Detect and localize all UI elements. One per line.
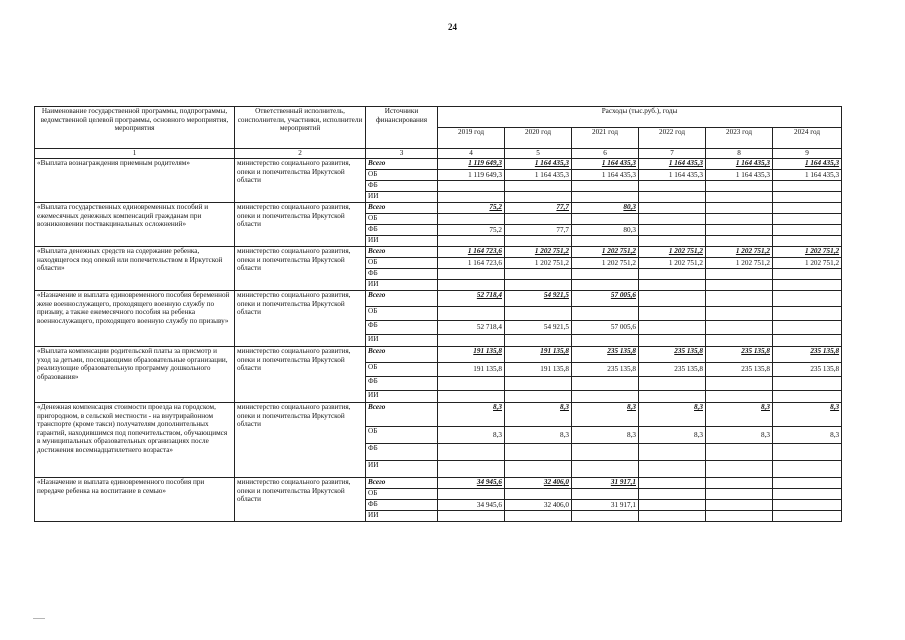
expense-value xyxy=(706,478,773,489)
expense-value xyxy=(572,280,639,291)
expense-value xyxy=(706,214,773,225)
header-year: 2022 год xyxy=(639,128,706,149)
executor-name: министерство социального развития, опеки и попечительства Иркутской области xyxy=(235,203,366,247)
expense-value: 1 164 723,6 xyxy=(438,258,505,269)
financing-source: ИИ xyxy=(366,192,438,203)
expense-value xyxy=(706,181,773,192)
expense-value xyxy=(773,236,842,247)
expense-value xyxy=(773,511,842,522)
financing-source: ОБ xyxy=(366,363,438,377)
expense-value xyxy=(639,335,706,347)
header-row xyxy=(35,107,842,128)
expense-value xyxy=(505,181,572,192)
expense-value: 235 135,8 xyxy=(572,363,639,377)
program-name: «Назначение и выплата единовременного пособия беременной жене военнослужащего, проходящего военную службу по призыву, а также ежемесячного пособия на ребенка военнослужащего, проходящего военную службу по призыву» xyxy=(35,291,235,347)
header-expenses: Расходы (тыс.руб.), годы xyxy=(438,107,842,128)
expense-value xyxy=(773,291,842,307)
expense-value xyxy=(706,511,773,522)
header-year: 2021 год xyxy=(572,128,639,149)
program-name: «Выплата компенсации родительской платы за присмотр и уход за детьми, посещающими образовательные организации, реализующие образовательную программу дошкольного образования» xyxy=(35,347,235,403)
program-name: «Выплата вознаграждения приемным родителям» xyxy=(35,159,235,203)
expense-value xyxy=(438,214,505,225)
expense-value: 191 135,8 xyxy=(505,347,572,363)
expense-value xyxy=(639,478,706,489)
financing-source: Всего xyxy=(366,478,438,489)
expense-value: 57 005,6 xyxy=(572,291,639,307)
table-row xyxy=(35,403,842,427)
expense-value: 8,3 xyxy=(773,427,842,444)
expense-value xyxy=(706,203,773,214)
expense-value xyxy=(438,377,505,391)
expense-value xyxy=(773,335,842,347)
executor-name: министерство социального развития, опеки и попечительства Иркутской области xyxy=(235,478,366,522)
expense-value: 1 202 751,2 xyxy=(505,247,572,258)
executor-name: министерство социального развития, опеки и попечительства Иркутской области xyxy=(235,347,366,403)
executor-name: министерство социального развития, опеки и попечительства Иркутской области xyxy=(235,291,366,347)
expense-value xyxy=(639,225,706,236)
financing-source: Всего xyxy=(366,291,438,307)
expense-value xyxy=(706,321,773,335)
expense-value: 8,3 xyxy=(639,403,706,427)
expense-value: 80,3 xyxy=(572,225,639,236)
expense-value xyxy=(706,489,773,500)
expense-value xyxy=(505,444,572,461)
expense-value: 1 202 751,2 xyxy=(773,258,842,269)
expense-value xyxy=(572,214,639,225)
expense-value: 235 135,8 xyxy=(706,363,773,377)
expense-value xyxy=(572,236,639,247)
expense-value: 8,3 xyxy=(706,403,773,427)
expense-value: 52 718,4 xyxy=(438,291,505,307)
header-executor: Ответственный исполнитель, соисполнители, участники, исполнители мероприятий xyxy=(235,107,366,149)
column-number: 2 xyxy=(235,149,366,159)
expense-value: 8,3 xyxy=(572,427,639,444)
scan-artifact xyxy=(33,618,45,619)
expense-value xyxy=(572,461,639,478)
expense-value xyxy=(773,203,842,214)
expense-value: 1 202 751,2 xyxy=(639,247,706,258)
header-year: 2019 год xyxy=(438,128,505,149)
column-number: 9 xyxy=(773,149,842,159)
financing-source: Всего xyxy=(366,247,438,258)
expense-value xyxy=(572,335,639,347)
expense-value xyxy=(505,335,572,347)
expense-value xyxy=(438,236,505,247)
header-program: Наименование государственной программы, подпрограммы, ведомственной целевой программы, основного мероприятия, мероприятия xyxy=(35,107,235,149)
expense-value xyxy=(572,391,639,403)
expense-value xyxy=(639,192,706,203)
expense-value xyxy=(706,335,773,347)
expense-value: 1 164 435,3 xyxy=(572,159,639,170)
financing-source: ИИ xyxy=(366,236,438,247)
expense-value xyxy=(706,280,773,291)
table-row xyxy=(35,247,842,258)
expense-value xyxy=(438,192,505,203)
financing-source: ОБ xyxy=(366,427,438,444)
expense-value xyxy=(639,500,706,511)
header-year: 2020 год xyxy=(505,128,572,149)
expense-value xyxy=(773,181,842,192)
expense-value xyxy=(773,307,842,321)
expense-value: 54 921,5 xyxy=(505,291,572,307)
expense-value: 8,3 xyxy=(505,427,572,444)
expense-value xyxy=(706,225,773,236)
expense-value: 235 135,8 xyxy=(773,347,842,363)
expense-value xyxy=(639,236,706,247)
expense-value: 1 164 435,3 xyxy=(505,159,572,170)
expense-value xyxy=(773,391,842,403)
financing-source: Всего xyxy=(366,347,438,363)
financing-source: ИИ xyxy=(366,511,438,522)
financing-source: ОБ xyxy=(366,258,438,269)
table-row xyxy=(35,347,842,363)
expense-value: 1 202 751,2 xyxy=(639,258,706,269)
expense-value xyxy=(773,269,842,280)
expense-value xyxy=(505,377,572,391)
expense-value xyxy=(572,192,639,203)
expense-value xyxy=(773,225,842,236)
expense-value xyxy=(639,377,706,391)
expense-value: 31 917,1 xyxy=(572,478,639,489)
expense-value xyxy=(706,192,773,203)
expense-value: 32 406,0 xyxy=(505,500,572,511)
column-number: 3 xyxy=(366,149,438,159)
expense-value xyxy=(505,489,572,500)
column-number: 4 xyxy=(438,149,505,159)
column-number: 1 xyxy=(35,149,235,159)
expense-value: 8,3 xyxy=(639,427,706,444)
expense-value: 57 005,6 xyxy=(572,321,639,335)
expense-value xyxy=(706,269,773,280)
expense-value xyxy=(639,444,706,461)
expense-value xyxy=(773,461,842,478)
expense-value xyxy=(572,377,639,391)
expense-value xyxy=(572,269,639,280)
program-name: «Выплата государственных единовременных пособий и ежемесячных денежных компенсаций гражданам при возникновении поствакцинальных осложнений» xyxy=(35,203,235,247)
expense-value xyxy=(706,291,773,307)
expense-value: 52 718,4 xyxy=(438,321,505,335)
expense-value xyxy=(706,377,773,391)
expense-value xyxy=(438,335,505,347)
expense-value xyxy=(706,391,773,403)
executor-name: министерство социального развития, опеки и попечительства Иркутской области xyxy=(235,159,366,203)
expense-value xyxy=(639,269,706,280)
financing-source: ИИ xyxy=(366,461,438,478)
expense-value: 31 917,1 xyxy=(572,500,639,511)
expense-value: 1 202 751,2 xyxy=(706,258,773,269)
expense-value: 80,3 xyxy=(572,203,639,214)
expense-value xyxy=(639,203,706,214)
expense-value: 8,3 xyxy=(505,403,572,427)
financing-source: ОБ xyxy=(366,307,438,321)
expense-value: 8,3 xyxy=(438,403,505,427)
program-name: «Денежная компенсация стоимости проезда на городском, пригородном, в сельской местности - на внутрирайонном транспорте (кроме такси) получателям дополнительных гарантий, находившимся под попечительством, обучающимся в муниципальных образовательных организациях после достижения восемнадцатилетнего возраста» xyxy=(35,403,235,478)
column-number: 6 xyxy=(572,149,639,159)
expense-value: 34 945,6 xyxy=(438,478,505,489)
expense-value xyxy=(639,181,706,192)
page-number: 24 xyxy=(448,22,457,32)
column-number: 8 xyxy=(706,149,773,159)
expense-value: 191 135,8 xyxy=(438,347,505,363)
expense-value: 1 164 435,3 xyxy=(505,170,572,181)
expense-value xyxy=(572,307,639,321)
expense-value xyxy=(505,269,572,280)
executor-name: министерство социального развития, опеки и попечительства Иркутской области xyxy=(235,403,366,478)
expense-value: 77,7 xyxy=(505,203,572,214)
expense-value xyxy=(639,280,706,291)
expense-value xyxy=(572,181,639,192)
expense-value xyxy=(572,511,639,522)
expense-value: 75,2 xyxy=(438,225,505,236)
expense-value: 34 945,6 xyxy=(438,500,505,511)
header-year: 2023 год xyxy=(706,128,773,149)
financing-source: ФБ xyxy=(366,377,438,391)
expense-value xyxy=(505,307,572,321)
expense-value: 191 135,8 xyxy=(505,363,572,377)
expense-value xyxy=(773,214,842,225)
expense-value xyxy=(706,500,773,511)
expense-value: 1 164 723,6 xyxy=(438,247,505,258)
table-row xyxy=(35,478,842,489)
financing-source: ФБ xyxy=(366,181,438,192)
table-row xyxy=(35,203,842,214)
expense-value: 1 164 435,3 xyxy=(706,159,773,170)
expense-value xyxy=(505,236,572,247)
expense-value xyxy=(505,391,572,403)
table-row xyxy=(35,291,842,307)
expense-value: 235 135,8 xyxy=(639,363,706,377)
expense-value: 1 164 435,3 xyxy=(572,170,639,181)
expense-value: 77,7 xyxy=(505,225,572,236)
expense-value xyxy=(773,377,842,391)
expense-value xyxy=(773,280,842,291)
column-number: 7 xyxy=(639,149,706,159)
expense-value: 1 164 435,3 xyxy=(773,159,842,170)
expense-value: 8,3 xyxy=(706,427,773,444)
program-name: «Назначение и выплата единовременного пособия при передаче ребенка на воспитание в семью» xyxy=(35,478,235,522)
financing-source: ФБ xyxy=(366,500,438,511)
expense-value: 1 164 435,3 xyxy=(706,170,773,181)
financing-source: Всего xyxy=(366,159,438,170)
budget-table xyxy=(34,106,842,522)
expense-value: 8,3 xyxy=(773,403,842,427)
executor-name: министерство социального развития, опеки и попечительства Иркутской области xyxy=(235,247,366,291)
table-row xyxy=(35,159,842,170)
financing-source: ОБ xyxy=(366,214,438,225)
expense-value: 1 119 649,3 xyxy=(438,170,505,181)
expense-value xyxy=(438,181,505,192)
financing-source: ОБ xyxy=(366,489,438,500)
financing-source: ФБ xyxy=(366,444,438,461)
expense-value: 235 135,8 xyxy=(639,347,706,363)
financing-source: Всего xyxy=(366,203,438,214)
expense-value xyxy=(706,461,773,478)
expense-value: 1 164 435,3 xyxy=(639,159,706,170)
expense-value xyxy=(505,511,572,522)
expense-value: 1 202 751,2 xyxy=(773,247,842,258)
expense-value: 1 202 751,2 xyxy=(706,247,773,258)
expense-value: 235 135,8 xyxy=(706,347,773,363)
expense-value: 8,3 xyxy=(572,403,639,427)
expense-value xyxy=(572,444,639,461)
column-number: 5 xyxy=(505,149,572,159)
expense-value xyxy=(639,489,706,500)
expense-value xyxy=(505,192,572,203)
expense-value xyxy=(438,280,505,291)
expense-value: 1 164 435,3 xyxy=(639,170,706,181)
expense-value xyxy=(773,478,842,489)
financing-source: ФБ xyxy=(366,321,438,335)
header-sources: Источники финансирования xyxy=(366,107,438,149)
financing-source: ИИ xyxy=(366,391,438,403)
expense-value xyxy=(773,500,842,511)
expense-value: 54 921,5 xyxy=(505,321,572,335)
expense-value: 8,3 xyxy=(438,427,505,444)
expense-value xyxy=(706,236,773,247)
financing-source: ИИ xyxy=(366,280,438,291)
expense-value xyxy=(505,280,572,291)
financing-source: ФБ xyxy=(366,225,438,236)
expense-value xyxy=(438,444,505,461)
expense-value: 1 164 435,3 xyxy=(773,170,842,181)
expense-value xyxy=(639,291,706,307)
expense-value: 1 202 751,2 xyxy=(505,258,572,269)
expense-value xyxy=(438,307,505,321)
expense-value xyxy=(773,321,842,335)
expense-value xyxy=(438,511,505,522)
header-year: 2024 год xyxy=(773,128,842,149)
expense-value xyxy=(438,269,505,280)
expense-value: 1 119 649,3 xyxy=(438,159,505,170)
expense-value: 32 406,0 xyxy=(505,478,572,489)
expense-value xyxy=(706,307,773,321)
expense-value xyxy=(773,192,842,203)
program-name: «Выплата денежных средств на содержание ребенка, находящегося под опекой или попечительством в Иркутской области» xyxy=(35,247,235,291)
expense-value: 1 202 751,2 xyxy=(572,247,639,258)
expense-value: 191 135,8 xyxy=(438,363,505,377)
expense-value xyxy=(639,307,706,321)
expense-value xyxy=(505,461,572,478)
expense-value xyxy=(639,461,706,478)
financing-source: ФБ xyxy=(366,269,438,280)
expense-value: 75,2 xyxy=(438,203,505,214)
expense-value xyxy=(706,444,773,461)
expense-value xyxy=(438,391,505,403)
expense-value xyxy=(639,214,706,225)
expense-value xyxy=(639,321,706,335)
expense-value: 235 135,8 xyxy=(773,363,842,377)
expense-value: 1 202 751,2 xyxy=(572,258,639,269)
expense-value xyxy=(773,444,842,461)
expense-value xyxy=(639,391,706,403)
expense-value xyxy=(438,461,505,478)
expense-value xyxy=(773,489,842,500)
financing-source: ИИ xyxy=(366,335,438,347)
expense-value xyxy=(639,511,706,522)
financing-source: Всего xyxy=(366,403,438,427)
expense-value xyxy=(505,214,572,225)
expense-value xyxy=(572,489,639,500)
financing-source: ОБ xyxy=(366,170,438,181)
column-numbers-row xyxy=(35,149,842,159)
expense-value: 235 135,8 xyxy=(572,347,639,363)
expense-value xyxy=(438,489,505,500)
